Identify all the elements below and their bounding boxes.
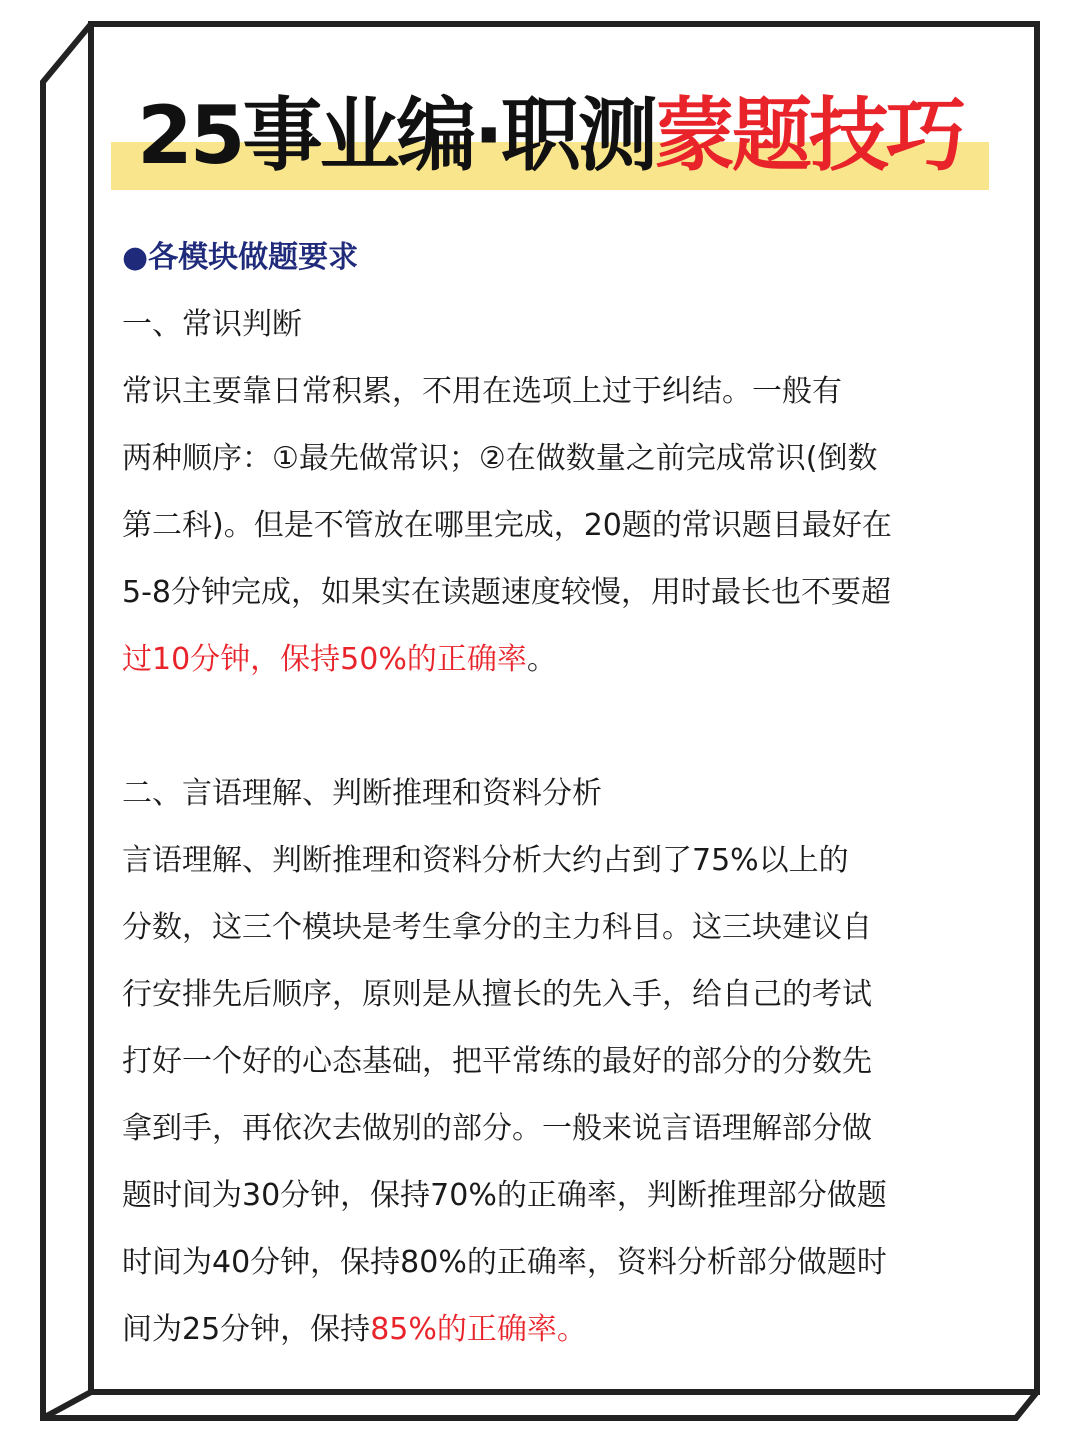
section1-last-line — [122, 626, 992, 693]
section2-highlight: 85%的正确率。 — [370, 1312, 587, 1347]
section2-line: 分数，这三个模块是考生拿分的主力科目。这三块建议自 — [122, 910, 872, 945]
section1-line: 常识主要靠日常积累，不用在选项上过于纠结。一般有 — [122, 374, 842, 409]
section1-line: 5-8分钟完成，如果实在读题速度较慢，用时最长也不要超 — [122, 575, 891, 610]
section-gap — [122, 693, 992, 760]
section2-line: 时间为40分钟，保持80%的正确率，资料分析部分做题时 — [122, 1245, 887, 1280]
section1-title: 一、常识判断 — [122, 307, 302, 342]
title-main: 25事业编·职测 — [137, 89, 655, 182]
section-heading: ●各模块做题要求 — [122, 240, 359, 275]
content — [122, 224, 992, 1363]
section2-last-line — [122, 1296, 992, 1363]
section1-line: 两种顺序：①最先做常识；②在做数量之前完成常识(倒数 — [122, 441, 878, 476]
section2-last-head: 间为25分钟，保持 — [122, 1312, 371, 1347]
section2-line: 言语理解、判断推理和资料分析大约占到了75%以上的 — [122, 843, 849, 878]
section1-highlight: 过10分钟，保持50%的正确率 — [122, 642, 527, 677]
section1-tail: 。 — [526, 642, 557, 677]
section2-line: 打好一个好的心态基础，把平常练的最好的部分的分数先 — [122, 1044, 872, 1079]
section1-line: 第二科)。但是不管放在哪里完成，20题的常识题目最好在 — [122, 508, 892, 543]
title-block — [111, 86, 989, 194]
page-title — [111, 86, 989, 186]
section2-line: 题时间为30分钟，保持70%的正确率，判断推理部分做题 — [122, 1178, 887, 1213]
section2-line: 拿到手，再依次去做别的部分。一般来说言语理解部分做 — [122, 1111, 872, 1146]
section2-title: 二、言语理解、判断推理和资料分析 — [122, 776, 602, 811]
title-accent: 蒙题技巧 — [654, 89, 963, 182]
section2-line: 行安排先后顺序，原则是从擅长的先入手，给自己的考试 — [122, 977, 872, 1012]
